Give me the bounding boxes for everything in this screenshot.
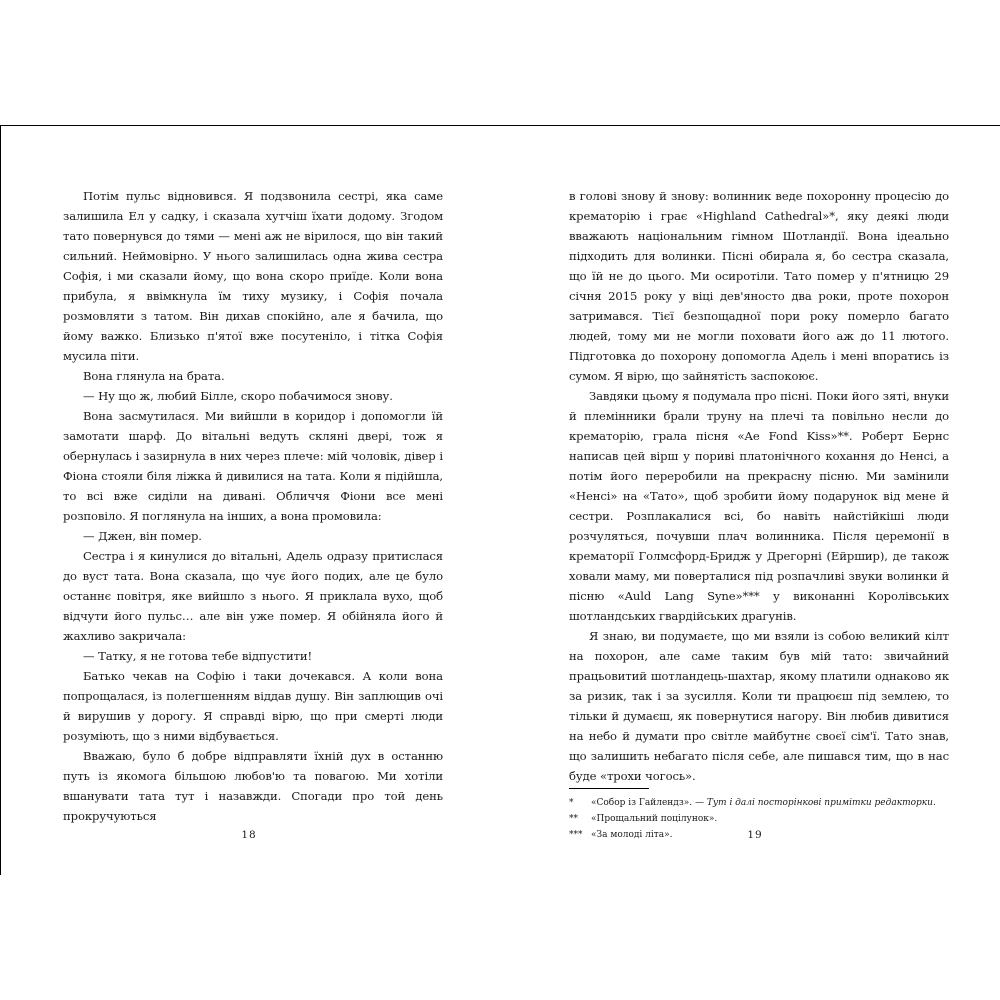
- paragraph: Я знаю, ви подумаєте, що ми взяли із собою великий кілт на похорон, але саме таким був мій тато: звичайний працьовитий шотландець-шахтар, якому платили однаково як за ризик, так і за зусилля. Коли ти працюєш під землею, то тільки й думаєш, як повернутися нагору. Він любив дивитися на небо й думати про світле майбутнє своєї сім'ї. Тато знав, що залишить небагато після себе, але пишався тим, що в нас буде «трохи чогось».: [569, 629, 949, 783]
- paragraph: Вважаю, було б добре відправляти їхній дух в останню путь із якомога більшою любов'ю та повагою. Ми хотіли вшанувати тата тут і назавжди. Спогади про той день прокручуються: [63, 749, 443, 823]
- dialogue-line: — Татку, я не готова тебе відпустити!: [83, 649, 313, 663]
- paragraph: Сестра і я кинулися до вітальні, Адель одразу притислася до вуст тата. Вона сказала, що чує його подих, але це було останнє повітря, яке вийшло з нього. Я приклала вухо, щоб відчути його пульс… але він уже помер. Я обійняла його й жахливо закричала:: [63, 549, 443, 643]
- page-number-right: 19: [747, 829, 763, 841]
- paragraph: Потім пульс відновився. Я подзвонила сестрі, яка саме залишила Ел у садку, і сказала хутчіш їхати додому. Згодом тато повернувся до тями — мені аж не вірилося, що він такий сильний. Неймовірно. У нього залишилась одна жива сестра Софія, і ми сказали йому, що вона скоро приїде. Коли вона прибула, я ввімкнула їм тиху музику, і Софія почала розмовляти з татом. Він дихав спокійно, але я бачила, що йому важко. Близько п'ятої вже посутеніло, і тітка Софія мусила піти.: [63, 189, 443, 363]
- footnote-editor-note: Тут і далі посторінкові примітки редакторки.: [706, 798, 936, 808]
- dialogue-line: — Джен, він помер.: [83, 529, 202, 543]
- page-number-left: 18: [241, 829, 257, 841]
- paragraph: Батько чекав на Софію і таки дочекався. А коли вона попрощалася, із полегшенням віддав душу. Він заплющив очі й вирушив у дорогу. Я справді вірю, що при смерті люди розуміють, що з ними відбувається.: [63, 669, 443, 743]
- footnote-mark: **: [569, 814, 578, 824]
- footnote: [569, 795, 949, 811]
- left-page: [63, 186, 443, 826]
- paragraph: Вона засмутилася. Ми вийшли в коридор і допомогли їй замотати шарф. До вітальні ведуть скляні двері, тож я обернулась і зазирнула в них через плече: мій чоловік, дівер і Фіона стояли біля ліжка й дивилися на тата. Коли я підійшла, то всі вже сиділи на дивані. Обличчя Фіони все мені розповіло. Я поглянула на інших, а вона промовила:: [63, 409, 443, 523]
- footnote-text: «Прощальний поцілунок».: [591, 814, 718, 824]
- footnote-text: «Собор із Гайлендз». —: [591, 798, 707, 808]
- paragraph: Вона глянула на брата.: [83, 369, 225, 383]
- footnote-mark: ***: [569, 830, 583, 840]
- footnote-divider: [569, 788, 649, 789]
- footnote-text: «За молоді літа».: [591, 830, 673, 840]
- paragraph: в голові знову й знову: волинник веде похоронну процесію до крематорію і грає «Highland Cathedral»*, яку деякі люди вважають національним гімном Шотландії. Вона ідеально підходить для волинки. Пісні обирала я, бо сестра сказала, що їй не до цього. Ми осиротіли. Тато помер у п'ятницю 29 січня 2015 року у віці дев'яносто два роки, проте похорон затримався. Тієї безпощадної пори року померло багато людей, тому ми не могли поховати його аж до 11 лютого. Підготовка до похорону допомогла Адель і мені впоратись із сумом. Я вірю, що зайнятість заспокоює.: [569, 189, 949, 383]
- dialogue-line: — Ну що ж, любий Білле, скоро побачимося знову.: [83, 389, 393, 403]
- footnote: [569, 811, 949, 827]
- book-spread: [0, 125, 1000, 875]
- right-page: [569, 186, 949, 843]
- paragraph: Завдяки цьому я подумала про пісні. Поки його зяті, внуки й племінники брали труну на плечі та повільно несли до крематорію, грала пісня «Ae Fond Kiss»**. Роберт Бернс написав цей вірш у пориві платонічного кохання до Ненсі, а потім його переробили на прекрасну пісню. Ми замінили «Ненсі» на «Тато», щоб зробити йому подарунок від мене й сестри. Розплакалися всі, бо навіть найстійкіші люди розчуляться, почувши плач волинника. Після церемонії в крематорії Голмсфорд-Бридж у Дрегорні (Ейршир), де також ховали маму, ми поверталися під розпачливі звуки волинки й пісню «Auld Lang Syne»*** у виконанні Королівських шотландських гвардійських драгунів.: [569, 389, 949, 623]
- footnote-mark: *: [569, 798, 574, 808]
